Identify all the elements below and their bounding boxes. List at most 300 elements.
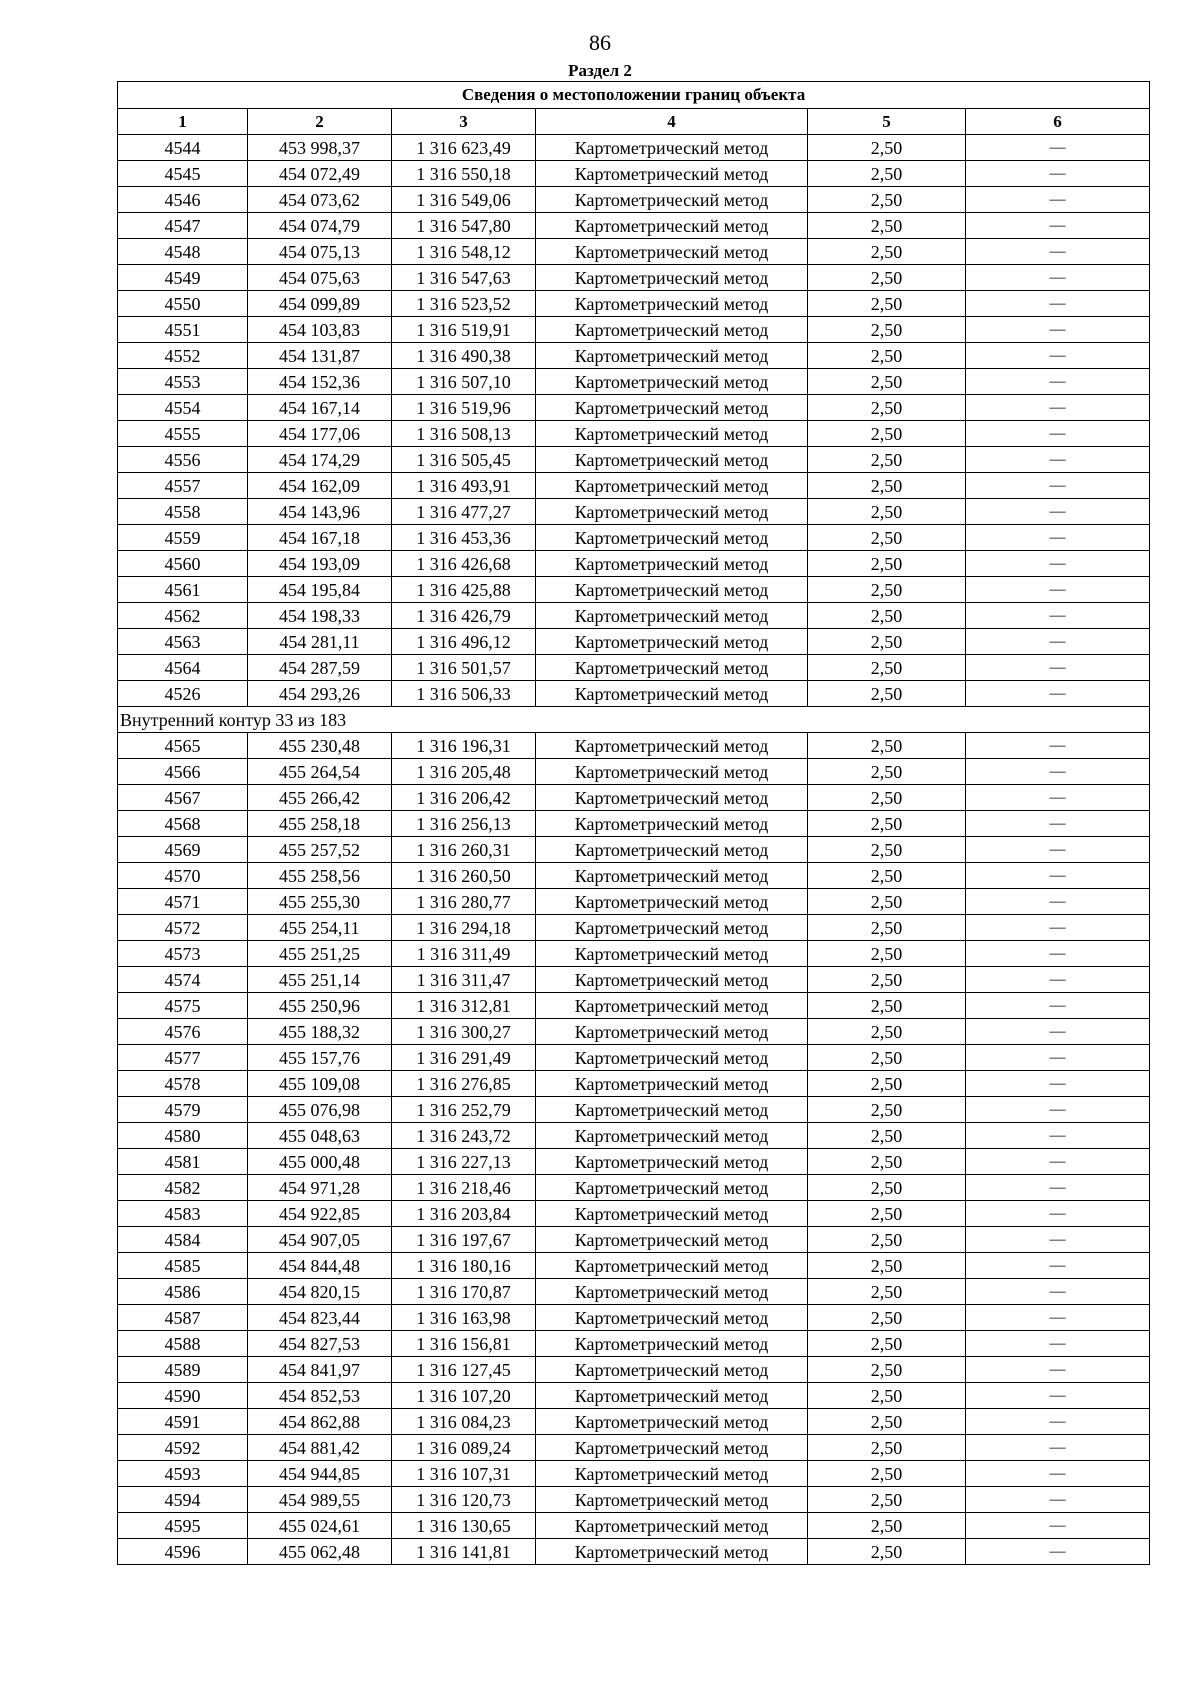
method-cell: Картометрический метод bbox=[536, 915, 808, 941]
note-cell: — bbox=[966, 161, 1150, 187]
table-row bbox=[118, 187, 1150, 213]
x-coordinate-cell: 455 076,98 bbox=[248, 1097, 392, 1123]
point-number-cell: 4553 bbox=[118, 369, 248, 395]
point-number-cell: 4572 bbox=[118, 915, 248, 941]
x-coordinate-cell: 454 131,87 bbox=[248, 343, 392, 369]
note-cell: — bbox=[966, 1097, 1150, 1123]
table-caption: Сведения о местоположении границ объекта bbox=[118, 82, 1150, 109]
note-cell: — bbox=[966, 1227, 1150, 1253]
accuracy-cell: 2,50 bbox=[808, 395, 966, 421]
accuracy-cell: 2,50 bbox=[808, 1097, 966, 1123]
boundary-coordinates-table bbox=[117, 81, 1150, 1565]
point-number-cell: 4556 bbox=[118, 447, 248, 473]
y-coordinate-cell: 1 316 311,47 bbox=[392, 967, 536, 993]
y-coordinate-cell: 1 316 300,27 bbox=[392, 1019, 536, 1045]
y-coordinate-cell: 1 316 508,13 bbox=[392, 421, 536, 447]
accuracy-cell: 2,50 bbox=[808, 1383, 966, 1409]
x-coordinate-cell: 454 827,53 bbox=[248, 1331, 392, 1357]
note-cell: — bbox=[966, 1435, 1150, 1461]
method-cell: Картометрический метод bbox=[536, 421, 808, 447]
point-number-cell: 4593 bbox=[118, 1461, 248, 1487]
x-coordinate-cell: 455 157,76 bbox=[248, 1045, 392, 1071]
point-number-cell: 4563 bbox=[118, 629, 248, 655]
method-cell: Картометрический метод bbox=[536, 1175, 808, 1201]
note-cell: — bbox=[966, 759, 1150, 785]
method-cell: Картометрический метод bbox=[536, 577, 808, 603]
table-row bbox=[118, 395, 1150, 421]
table-row bbox=[118, 135, 1150, 161]
x-coordinate-cell: 454 823,44 bbox=[248, 1305, 392, 1331]
accuracy-cell: 2,50 bbox=[808, 473, 966, 499]
accuracy-cell: 2,50 bbox=[808, 421, 966, 447]
note-cell: — bbox=[966, 291, 1150, 317]
table-row bbox=[118, 629, 1150, 655]
method-cell: Картометрический метод bbox=[536, 889, 808, 915]
note-cell: — bbox=[966, 447, 1150, 473]
accuracy-cell: 2,50 bbox=[808, 187, 966, 213]
y-coordinate-cell: 1 316 506,33 bbox=[392, 681, 536, 707]
y-coordinate-cell: 1 316 294,18 bbox=[392, 915, 536, 941]
x-coordinate-cell: 454 099,89 bbox=[248, 291, 392, 317]
accuracy-cell: 2,50 bbox=[808, 577, 966, 603]
table-row bbox=[118, 681, 1150, 707]
accuracy-cell: 2,50 bbox=[808, 993, 966, 1019]
y-coordinate-cell: 1 316 547,80 bbox=[392, 213, 536, 239]
table-row bbox=[118, 1175, 1150, 1201]
x-coordinate-cell: 455 258,18 bbox=[248, 811, 392, 837]
method-cell: Картометрический метод bbox=[536, 1357, 808, 1383]
point-number-cell: 4589 bbox=[118, 1357, 248, 1383]
x-coordinate-cell: 454 198,33 bbox=[248, 603, 392, 629]
y-coordinate-cell: 1 316 107,20 bbox=[392, 1383, 536, 1409]
accuracy-cell: 2,50 bbox=[808, 863, 966, 889]
method-cell: Картометрический метод bbox=[536, 1019, 808, 1045]
note-cell: — bbox=[966, 395, 1150, 421]
x-coordinate-cell: 454 844,48 bbox=[248, 1253, 392, 1279]
note-cell: — bbox=[966, 135, 1150, 161]
table-row bbox=[118, 291, 1150, 317]
note-cell: — bbox=[966, 1539, 1150, 1565]
method-cell: Картометрический метод bbox=[536, 1097, 808, 1123]
table-row bbox=[118, 967, 1150, 993]
y-coordinate-cell: 1 316 084,23 bbox=[392, 1409, 536, 1435]
accuracy-cell: 2,50 bbox=[808, 1487, 966, 1513]
table-row bbox=[118, 343, 1150, 369]
method-cell: Картометрический метод bbox=[536, 993, 808, 1019]
y-coordinate-cell: 1 316 256,13 bbox=[392, 811, 536, 837]
method-cell: Картометрический метод bbox=[536, 1331, 808, 1357]
note-cell: — bbox=[966, 629, 1150, 655]
y-coordinate-cell: 1 316 505,45 bbox=[392, 447, 536, 473]
x-coordinate-cell: 454 193,09 bbox=[248, 551, 392, 577]
x-coordinate-cell: 455 048,63 bbox=[248, 1123, 392, 1149]
y-coordinate-cell: 1 316 163,98 bbox=[392, 1305, 536, 1331]
table-row bbox=[118, 863, 1150, 889]
table-row bbox=[118, 1019, 1150, 1045]
table-row bbox=[118, 1383, 1150, 1409]
y-coordinate-cell: 1 316 218,46 bbox=[392, 1175, 536, 1201]
y-coordinate-cell: 1 316 519,96 bbox=[392, 395, 536, 421]
table-row bbox=[118, 1305, 1150, 1331]
x-coordinate-cell: 455 230,48 bbox=[248, 733, 392, 759]
y-coordinate-cell: 1 316 496,12 bbox=[392, 629, 536, 655]
x-coordinate-cell: 454 287,59 bbox=[248, 655, 392, 681]
table-row bbox=[118, 1539, 1150, 1565]
point-number-cell: 4584 bbox=[118, 1227, 248, 1253]
method-cell: Картометрический метод bbox=[536, 1149, 808, 1175]
table-row bbox=[118, 993, 1150, 1019]
accuracy-cell: 2,50 bbox=[808, 291, 966, 317]
x-coordinate-cell: 454 820,15 bbox=[248, 1279, 392, 1305]
accuracy-cell: 2,50 bbox=[808, 525, 966, 551]
accuracy-cell: 2,50 bbox=[808, 213, 966, 239]
point-number-cell: 4573 bbox=[118, 941, 248, 967]
y-coordinate-cell: 1 316 260,31 bbox=[392, 837, 536, 863]
note-cell: — bbox=[966, 785, 1150, 811]
y-coordinate-cell: 1 316 120,73 bbox=[392, 1487, 536, 1513]
note-cell: — bbox=[966, 1305, 1150, 1331]
y-coordinate-cell: 1 316 426,68 bbox=[392, 551, 536, 577]
point-number-cell: 4546 bbox=[118, 187, 248, 213]
point-number-cell: 4566 bbox=[118, 759, 248, 785]
note-cell: — bbox=[966, 1513, 1150, 1539]
accuracy-cell: 2,50 bbox=[808, 239, 966, 265]
note-cell: — bbox=[966, 733, 1150, 759]
accuracy-cell: 2,50 bbox=[808, 1175, 966, 1201]
method-cell: Картометрический метод bbox=[536, 395, 808, 421]
accuracy-cell: 2,50 bbox=[808, 1019, 966, 1045]
x-coordinate-cell: 454 075,13 bbox=[248, 239, 392, 265]
section-title: Раздел 2 bbox=[568, 61, 632, 80]
method-cell: Картометрический метод bbox=[536, 1045, 808, 1071]
method-cell: Картометрический метод bbox=[536, 1513, 808, 1539]
accuracy-cell: 2,50 bbox=[808, 1201, 966, 1227]
y-coordinate-cell: 1 316 312,81 bbox=[392, 993, 536, 1019]
method-cell: Картометрический метод bbox=[536, 1305, 808, 1331]
accuracy-cell: 2,50 bbox=[808, 499, 966, 525]
method-cell: Картометрический метод bbox=[536, 343, 808, 369]
accuracy-cell: 2,50 bbox=[808, 655, 966, 681]
x-coordinate-cell: 454 167,14 bbox=[248, 395, 392, 421]
y-coordinate-cell: 1 316 501,57 bbox=[392, 655, 536, 681]
table-row bbox=[118, 655, 1150, 681]
x-coordinate-cell: 454 881,42 bbox=[248, 1435, 392, 1461]
x-coordinate-cell: 455 258,56 bbox=[248, 863, 392, 889]
accuracy-cell: 2,50 bbox=[808, 1045, 966, 1071]
table-row bbox=[118, 1149, 1150, 1175]
point-number-cell: 4586 bbox=[118, 1279, 248, 1305]
table-row bbox=[118, 603, 1150, 629]
accuracy-cell: 2,50 bbox=[808, 889, 966, 915]
x-coordinate-cell: 454 293,26 bbox=[248, 681, 392, 707]
table-row bbox=[118, 369, 1150, 395]
note-cell: — bbox=[966, 811, 1150, 837]
y-coordinate-cell: 1 316 548,12 bbox=[392, 239, 536, 265]
point-number-cell: 4585 bbox=[118, 1253, 248, 1279]
x-coordinate-cell: 454 103,83 bbox=[248, 317, 392, 343]
x-coordinate-cell: 455 257,52 bbox=[248, 837, 392, 863]
point-number-cell: 4526 bbox=[118, 681, 248, 707]
y-coordinate-cell: 1 316 170,87 bbox=[392, 1279, 536, 1305]
note-cell: — bbox=[966, 525, 1150, 551]
point-number-cell: 4587 bbox=[118, 1305, 248, 1331]
x-coordinate-cell: 454 944,85 bbox=[248, 1461, 392, 1487]
accuracy-cell: 2,50 bbox=[808, 1071, 966, 1097]
accuracy-cell: 2,50 bbox=[808, 1253, 966, 1279]
point-number-cell: 4570 bbox=[118, 863, 248, 889]
point-number-cell: 4544 bbox=[118, 135, 248, 161]
method-cell: Картометрический метод bbox=[536, 1487, 808, 1513]
note-cell: — bbox=[966, 941, 1150, 967]
y-coordinate-cell: 1 316 453,36 bbox=[392, 525, 536, 551]
y-coordinate-cell: 1 316 203,84 bbox=[392, 1201, 536, 1227]
table-row bbox=[118, 265, 1150, 291]
note-cell: — bbox=[966, 343, 1150, 369]
table-row bbox=[118, 759, 1150, 785]
note-cell: — bbox=[966, 1149, 1150, 1175]
x-coordinate-cell: 455 188,32 bbox=[248, 1019, 392, 1045]
x-coordinate-cell: 455 062,48 bbox=[248, 1539, 392, 1565]
method-cell: Картометрический метод bbox=[536, 1123, 808, 1149]
point-number-cell: 4580 bbox=[118, 1123, 248, 1149]
y-coordinate-cell: 1 316 291,49 bbox=[392, 1045, 536, 1071]
note-cell: — bbox=[966, 1123, 1150, 1149]
accuracy-cell: 2,50 bbox=[808, 967, 966, 993]
x-coordinate-cell: 455 251,14 bbox=[248, 967, 392, 993]
x-coordinate-cell: 454 862,88 bbox=[248, 1409, 392, 1435]
column-header: 6 bbox=[966, 109, 1150, 135]
method-cell: Картометрический метод bbox=[536, 1201, 808, 1227]
point-number-cell: 4577 bbox=[118, 1045, 248, 1071]
x-coordinate-cell: 454 075,63 bbox=[248, 265, 392, 291]
y-coordinate-cell: 1 316 130,65 bbox=[392, 1513, 536, 1539]
method-cell: Картометрический метод bbox=[536, 1539, 808, 1565]
note-cell: — bbox=[966, 1357, 1150, 1383]
point-number-cell: 4549 bbox=[118, 265, 248, 291]
y-coordinate-cell: 1 316 206,42 bbox=[392, 785, 536, 811]
point-number-cell: 4554 bbox=[118, 395, 248, 421]
y-coordinate-cell: 1 316 180,16 bbox=[392, 1253, 536, 1279]
table-row bbox=[118, 1045, 1150, 1071]
note-cell: — bbox=[966, 551, 1150, 577]
note-cell: — bbox=[966, 421, 1150, 447]
accuracy-cell: 2,50 bbox=[808, 343, 966, 369]
table-row bbox=[118, 421, 1150, 447]
table-row bbox=[118, 1357, 1150, 1383]
x-coordinate-cell: 455 264,54 bbox=[248, 759, 392, 785]
accuracy-cell: 2,50 bbox=[808, 265, 966, 291]
column-header: 4 bbox=[536, 109, 808, 135]
point-number-cell: 4579 bbox=[118, 1097, 248, 1123]
column-header: 1 bbox=[118, 109, 248, 135]
x-coordinate-cell: 455 251,25 bbox=[248, 941, 392, 967]
note-cell: — bbox=[966, 1201, 1150, 1227]
x-coordinate-cell: 454 841,97 bbox=[248, 1357, 392, 1383]
method-cell: Картометрический метод bbox=[536, 1227, 808, 1253]
table-row bbox=[118, 1123, 1150, 1149]
y-coordinate-cell: 1 316 280,77 bbox=[392, 889, 536, 915]
point-number-cell: 4545 bbox=[118, 161, 248, 187]
point-number-cell: 4555 bbox=[118, 421, 248, 447]
table-row bbox=[118, 837, 1150, 863]
point-number-cell: 4564 bbox=[118, 655, 248, 681]
note-cell: — bbox=[966, 1019, 1150, 1045]
method-cell: Картометрический метод bbox=[536, 759, 808, 785]
note-cell: — bbox=[966, 1331, 1150, 1357]
method-cell: Картометрический метод bbox=[536, 291, 808, 317]
method-cell: Картометрический метод bbox=[536, 161, 808, 187]
point-number-cell: 4581 bbox=[118, 1149, 248, 1175]
y-coordinate-cell: 1 316 426,79 bbox=[392, 603, 536, 629]
y-coordinate-cell: 1 316 141,81 bbox=[392, 1539, 536, 1565]
note-cell: — bbox=[966, 1071, 1150, 1097]
x-coordinate-cell: 454 143,96 bbox=[248, 499, 392, 525]
x-coordinate-cell: 454 152,36 bbox=[248, 369, 392, 395]
point-number-cell: 4591 bbox=[118, 1409, 248, 1435]
method-cell: Картометрический метод bbox=[536, 603, 808, 629]
method-cell: Картометрический метод bbox=[536, 317, 808, 343]
note-cell: — bbox=[966, 863, 1150, 889]
x-coordinate-cell: 454 922,85 bbox=[248, 1201, 392, 1227]
point-number-cell: 4574 bbox=[118, 967, 248, 993]
x-coordinate-cell: 454 167,18 bbox=[248, 525, 392, 551]
point-number-cell: 4590 bbox=[118, 1383, 248, 1409]
method-cell: Картометрический метод bbox=[536, 1461, 808, 1487]
method-cell: Картометрический метод bbox=[536, 811, 808, 837]
table-row bbox=[118, 499, 1150, 525]
x-coordinate-cell: 455 255,30 bbox=[248, 889, 392, 915]
x-coordinate-cell: 455 266,42 bbox=[248, 785, 392, 811]
method-cell: Картометрический метод bbox=[536, 213, 808, 239]
method-cell: Картометрический метод bbox=[536, 967, 808, 993]
note-cell: — bbox=[966, 603, 1150, 629]
accuracy-cell: 2,50 bbox=[808, 1227, 966, 1253]
accuracy-cell: 2,50 bbox=[808, 629, 966, 655]
point-number-cell: 4568 bbox=[118, 811, 248, 837]
accuracy-cell: 2,50 bbox=[808, 1357, 966, 1383]
table-row bbox=[118, 811, 1150, 837]
method-cell: Картометрический метод bbox=[536, 187, 808, 213]
table-row bbox=[118, 161, 1150, 187]
accuracy-cell: 2,50 bbox=[808, 1123, 966, 1149]
table-row bbox=[118, 785, 1150, 811]
point-number-cell: 4550 bbox=[118, 291, 248, 317]
y-coordinate-cell: 1 316 205,48 bbox=[392, 759, 536, 785]
method-cell: Картометрический метод bbox=[536, 499, 808, 525]
point-number-cell: 4548 bbox=[118, 239, 248, 265]
note-cell: — bbox=[966, 577, 1150, 603]
x-coordinate-cell: 454 195,84 bbox=[248, 577, 392, 603]
accuracy-cell: 2,50 bbox=[808, 161, 966, 187]
table-row bbox=[118, 889, 1150, 915]
x-coordinate-cell: 454 989,55 bbox=[248, 1487, 392, 1513]
x-coordinate-cell: 454 074,79 bbox=[248, 213, 392, 239]
table-row bbox=[118, 213, 1150, 239]
note-cell: — bbox=[966, 1175, 1150, 1201]
accuracy-cell: 2,50 bbox=[808, 681, 966, 707]
note-cell: — bbox=[966, 187, 1150, 213]
y-coordinate-cell: 1 316 252,79 bbox=[392, 1097, 536, 1123]
table-row bbox=[118, 1279, 1150, 1305]
method-cell: Картометрический метод bbox=[536, 1435, 808, 1461]
x-coordinate-cell: 454 907,05 bbox=[248, 1227, 392, 1253]
accuracy-cell: 2,50 bbox=[808, 1149, 966, 1175]
method-cell: Картометрический метод bbox=[536, 681, 808, 707]
point-number-cell: 4559 bbox=[118, 525, 248, 551]
note-cell: — bbox=[966, 655, 1150, 681]
point-number-cell: 4569 bbox=[118, 837, 248, 863]
x-coordinate-cell: 455 024,61 bbox=[248, 1513, 392, 1539]
x-coordinate-cell: 455 250,96 bbox=[248, 993, 392, 1019]
method-cell: Картометрический метод bbox=[536, 239, 808, 265]
point-number-cell: 4588 bbox=[118, 1331, 248, 1357]
y-coordinate-cell: 1 316 477,27 bbox=[392, 499, 536, 525]
method-cell: Картометрический метод bbox=[536, 1383, 808, 1409]
method-cell: Картометрический метод bbox=[536, 1253, 808, 1279]
point-number-cell: 4571 bbox=[118, 889, 248, 915]
note-cell: — bbox=[966, 837, 1150, 863]
method-cell: Картометрический метод bbox=[536, 1071, 808, 1097]
point-number-cell: 4552 bbox=[118, 343, 248, 369]
table-row bbox=[118, 551, 1150, 577]
table-row bbox=[118, 1331, 1150, 1357]
accuracy-cell: 2,50 bbox=[808, 837, 966, 863]
note-cell: — bbox=[966, 1279, 1150, 1305]
accuracy-cell: 2,50 bbox=[808, 317, 966, 343]
y-coordinate-cell: 1 316 523,52 bbox=[392, 291, 536, 317]
note-cell: — bbox=[966, 1487, 1150, 1513]
method-cell: Картометрический метод bbox=[536, 655, 808, 681]
method-cell: Картометрический метод bbox=[536, 1409, 808, 1435]
y-coordinate-cell: 1 316 425,88 bbox=[392, 577, 536, 603]
y-coordinate-cell: 1 316 549,06 bbox=[392, 187, 536, 213]
point-number-cell: 4561 bbox=[118, 577, 248, 603]
table-row bbox=[118, 447, 1150, 473]
x-coordinate-cell: 454 072,49 bbox=[248, 161, 392, 187]
table-row bbox=[118, 1253, 1150, 1279]
note-cell: — bbox=[966, 967, 1150, 993]
x-coordinate-cell: 454 281,11 bbox=[248, 629, 392, 655]
accuracy-cell: 2,50 bbox=[808, 941, 966, 967]
note-cell: — bbox=[966, 1383, 1150, 1409]
point-number-cell: 4576 bbox=[118, 1019, 248, 1045]
accuracy-cell: 2,50 bbox=[808, 603, 966, 629]
y-coordinate-cell: 1 316 276,85 bbox=[392, 1071, 536, 1097]
note-cell: — bbox=[966, 681, 1150, 707]
note-cell: — bbox=[966, 1409, 1150, 1435]
table-row bbox=[118, 1461, 1150, 1487]
accuracy-cell: 2,50 bbox=[808, 1539, 966, 1565]
accuracy-cell: 2,50 bbox=[808, 1513, 966, 1539]
table-row bbox=[118, 1227, 1150, 1253]
accuracy-cell: 2,50 bbox=[808, 785, 966, 811]
point-number-cell: 4595 bbox=[118, 1513, 248, 1539]
table-row bbox=[118, 1513, 1150, 1539]
x-coordinate-cell: 454 971,28 bbox=[248, 1175, 392, 1201]
point-number-cell: 4583 bbox=[118, 1201, 248, 1227]
note-cell: — bbox=[966, 317, 1150, 343]
table-row bbox=[118, 1071, 1150, 1097]
note-cell: — bbox=[966, 889, 1150, 915]
point-number-cell: 4578 bbox=[118, 1071, 248, 1097]
method-cell: Картометрический метод bbox=[536, 447, 808, 473]
method-cell: Картометрический метод bbox=[536, 551, 808, 577]
x-coordinate-cell: 454 177,06 bbox=[248, 421, 392, 447]
y-coordinate-cell: 1 316 550,18 bbox=[392, 161, 536, 187]
y-coordinate-cell: 1 316 107,31 bbox=[392, 1461, 536, 1487]
note-cell: — bbox=[966, 1045, 1150, 1071]
accuracy-cell: 2,50 bbox=[808, 733, 966, 759]
